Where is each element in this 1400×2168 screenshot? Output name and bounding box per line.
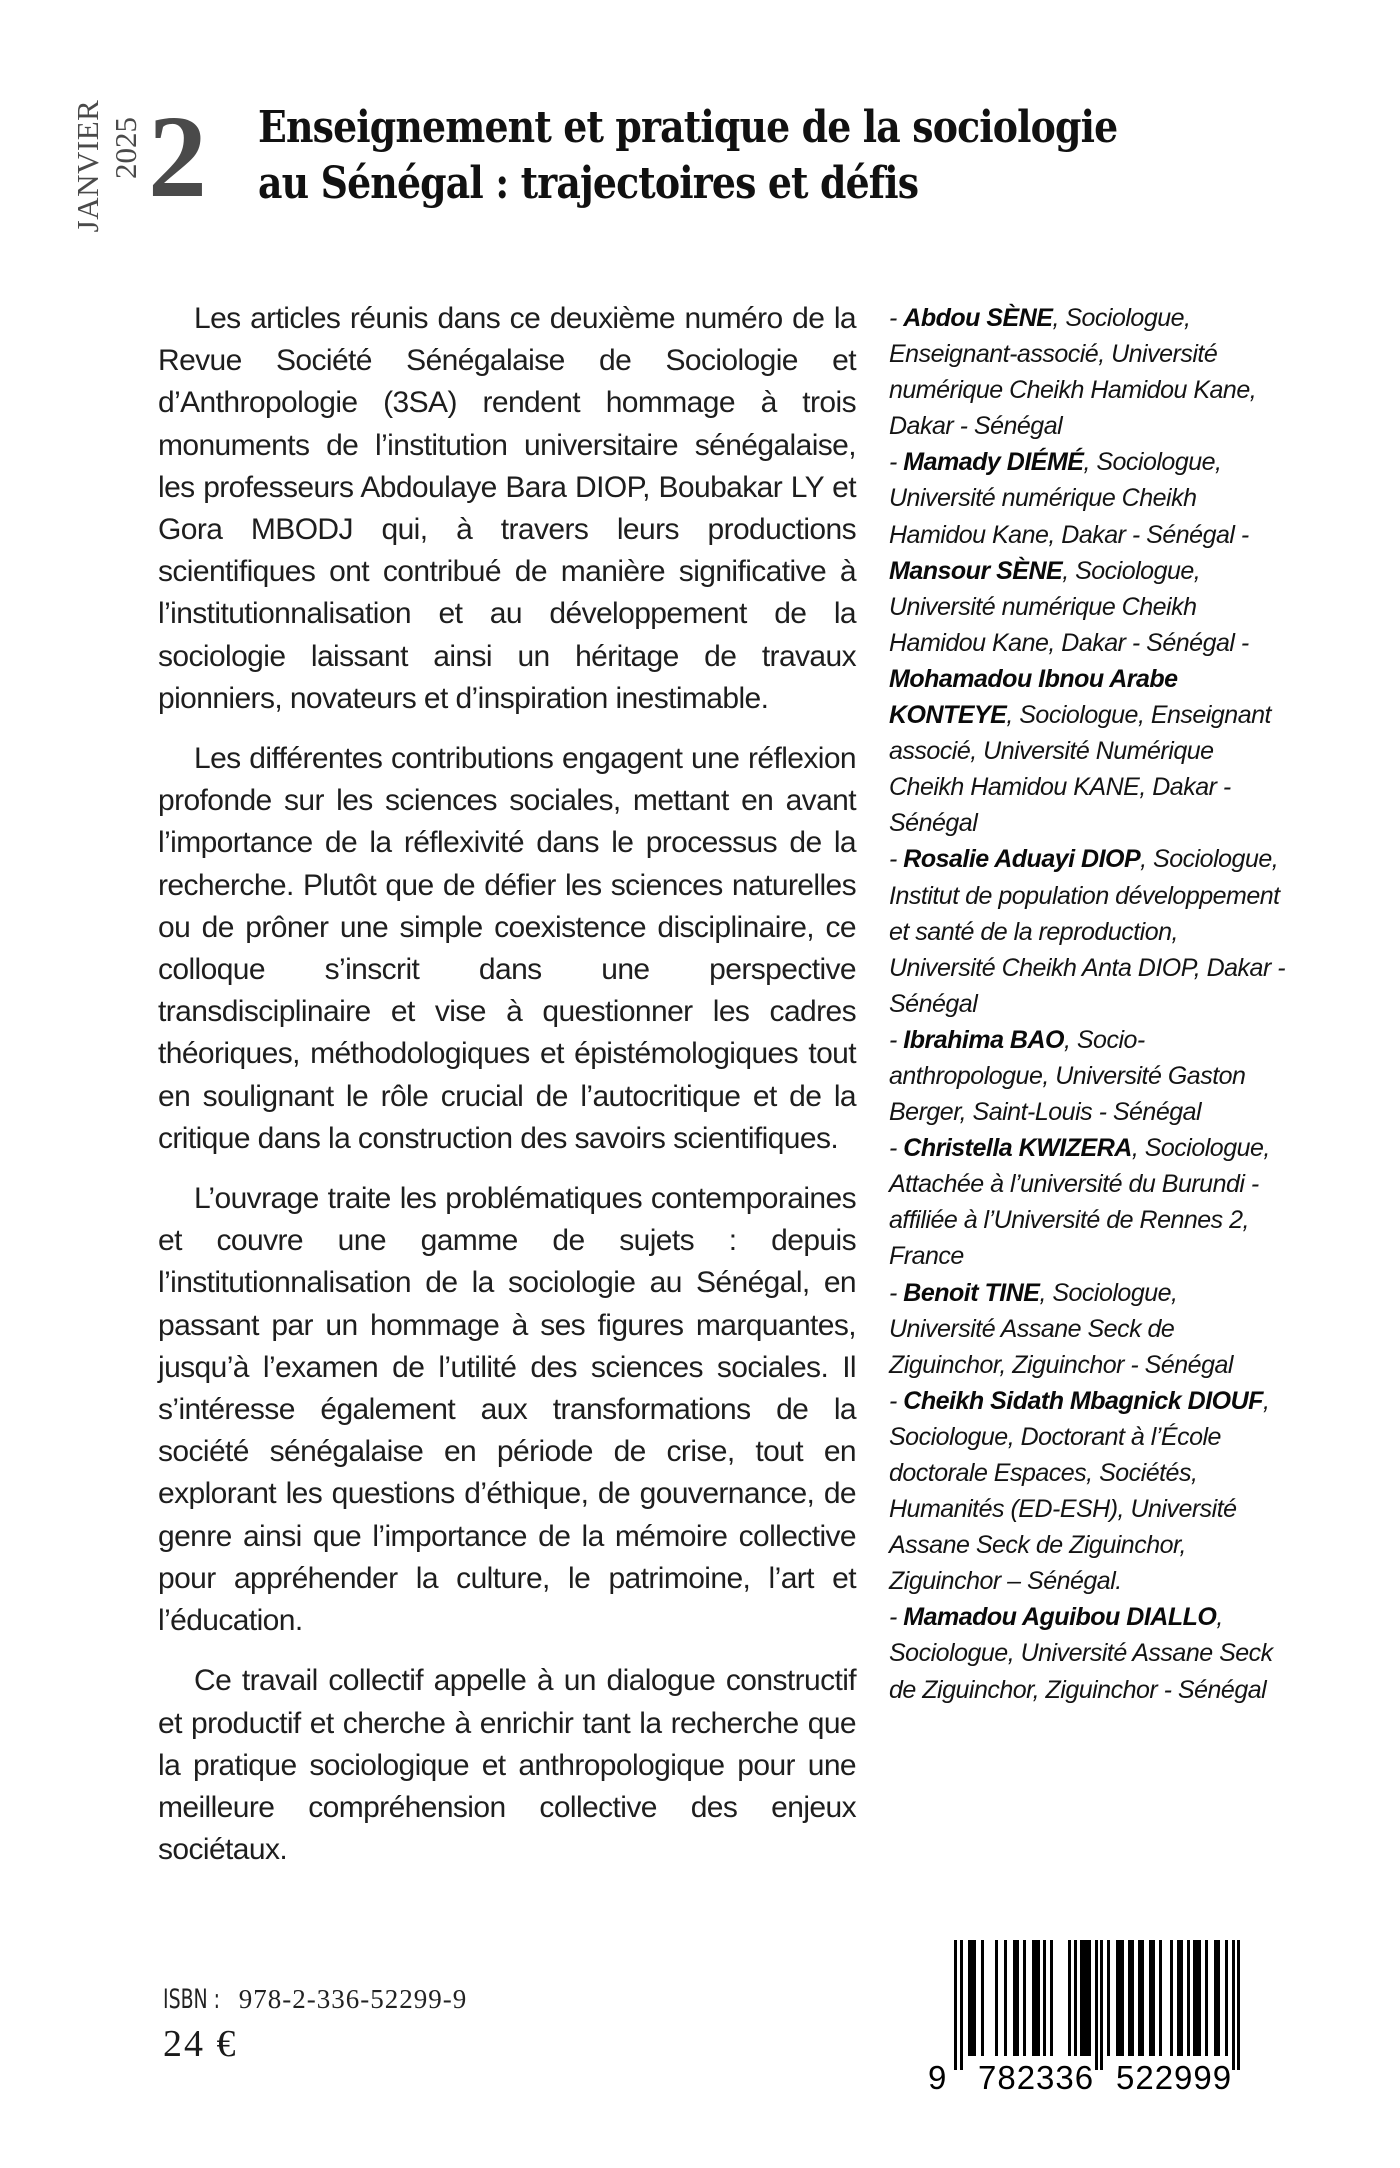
issue-marker <box>66 91 226 234</box>
summary-text <box>158 298 856 1889</box>
book-title <box>258 100 1118 212</box>
issue-month: JANVIER <box>70 99 105 233</box>
summary-paragraph: Les articles réunis dans ce deuxième numéro de la Revue Société Sénégalaise de Sociologie et d’Anthropologie (3SA) rendent hommage à trois monuments de l’institution universitaire sénégalaise, les professeurs Abdoulaye Bara DIOP, Boubakar LY et Gora MBODJ qui, à travers leurs productions scientifiques ont contribué de manière significative à l’institutionnalisation et au développement de la sociologie laissant ainsi un héritage de travaux pionniers, novateurs et d’inspiration inestimable. <box>158 302 856 715</box>
contributor-entry <box>889 845 1285 1017</box>
contributors-list <box>889 300 1289 1708</box>
barcode-digits <box>880 2060 1240 2100</box>
contributor-affiliation: , Sociologue, Université numérique Cheikh Hamidou Kane, Dakar - Sénégal - <box>889 556 1249 657</box>
issue-number: 2 <box>148 91 207 222</box>
contributor-affiliation: , Sociologue, Université Assane Seck de Ziguinchor, Ziguinchor - Sénégal <box>889 1278 1233 1379</box>
entry-dash: - <box>889 1603 904 1632</box>
book-title-line-1: Enseignement et pratique de la sociologie <box>258 102 1118 153</box>
barcode-digits-left: 782336 <box>978 2059 1095 2096</box>
contributor-name: Abdou SÈNE <box>903 304 1053 332</box>
barcode-digit-first: 9 <box>928 2059 947 2096</box>
contributor-name: Cheikh Sidath Mbagnick DIOUF <box>903 1386 1263 1415</box>
contributor-name: Christella KWIZERA <box>903 1134 1132 1163</box>
contributor-affiliation: , Socio-anthropologue, Université Gaston Berger, Saint-Louis - Sénégal <box>889 1025 1246 1127</box>
contributor-affiliation: , Sociologue, Enseignant associé, Université Numérique Cheikh Hamidou KANE, Dakar - Sénégal <box>889 701 1271 838</box>
contributor-name: Rosalie Aduayi DIOP <box>903 845 1141 874</box>
contributor-affiliation: , Sociologue, Université Assane Seck de Ziguinchor, Ziguinchor - Sénégal <box>889 1603 1273 1704</box>
contributor-entry <box>889 1134 1270 1270</box>
contributor-name: Benoit TINE <box>903 1278 1040 1307</box>
contributor-entry <box>889 448 1249 548</box>
contributor-entry <box>889 1603 1273 1703</box>
summary-paragraph: Les différentes contributions engagent une réflexion profonde sur les sciences sociales, mettant en avant l’importance de la réflexivité dans le processus de la recherche. Plutôt que de défier les sciences naturelles ou de prôner une simple coexistence disciplinaire, ce colloque s’inscrit dans une perspective transdisciplinaire et vise à questionner les cadres théoriques, méthodologiques et épistémologiques tout en soulignant le rôle crucial de l’autocritique et de la critique dans la construction des savoirs scientifiques. <box>158 742 856 1155</box>
contributor-entry <box>889 557 1249 657</box>
contributor-entry <box>889 1279 1233 1379</box>
entry-dash: - <box>889 304 904 332</box>
entry-dash: - <box>889 1278 904 1307</box>
barcode-bars <box>880 1910 1240 2070</box>
contributor-entry <box>889 1387 1269 1595</box>
contributor-affiliation: , Sociologue, Enseignant-associé, Université numérique Cheikh Hamidou Kane, Dakar - Sénégal <box>889 304 1257 441</box>
entry-dash: - <box>889 448 904 477</box>
barcode-digits-right: 522999 <box>1116 2059 1233 2096</box>
summary-paragraph: L’ouvrage traite les problématiques contemporaines et couvre une gamme de sujets : depuis l’institutionnalisation de la sociologie au Sénégal, en passant par un hommage à ses figures marquantes, jusqu’à l’examen de l’utilité des sciences sociales. Il s’intéresse également aux transformations de la société sénégalaise en période de crise, tout en explorant les questions d’éthique, de gouvernance, de genre ainsi que l’importance de la mémoire collective pour appréhender la culture, le patrimoine, l’art et l’éducation. <box>158 1182 856 1638</box>
ean13-barcode-icon <box>880 1910 1240 2100</box>
contributor-name: Mansour SÈNE <box>889 556 1063 585</box>
contributor-affiliation: , Sociologue, Doctorant à l’École doctorale Espaces, Sociétés, Humanités (ED-ESH), Université Assane Seck de Ziguinchor, Ziguinchor – Sénégal. <box>889 1386 1270 1596</box>
entry-dash: - <box>889 845 904 874</box>
contributor-affiliation: , Sociologue, Université numérique Cheikh Hamidou Kane, Dakar - Sénégal - <box>889 448 1249 549</box>
entry-dash: - <box>889 1386 904 1415</box>
isbn-value: 978-2-336-52299-9 <box>231 1984 468 2014</box>
entry-dash: - <box>889 1134 904 1163</box>
contributor-entry <box>889 1026 1245 1126</box>
book-title-line-2: au Sénégal : trajectoires et défis <box>258 158 919 209</box>
entry-dash: - <box>889 1025 904 1054</box>
contributor-affiliation: , Sociologue, Attachée à l’université du Burundi - affiliée à l’Université de Rennes 2, France <box>889 1134 1270 1271</box>
price: 24 € <box>163 2023 238 2065</box>
contributor-entry <box>889 304 1256 440</box>
contributor-name: Mohamadou Ibnou Arabe KONTEYE <box>889 664 1178 730</box>
summary-paragraph: Ce travail collectif appelle à un dialogue constructif et productif et cherche à enrichir tant la recherche que la pratique sociologique et anthropologique pour une meilleure compréhension collective des enjeux sociétaux. <box>158 1664 856 1867</box>
contributor-name: Ibrahima BAO <box>903 1025 1064 1054</box>
isbn-label: ISBN : <box>163 1984 221 2015</box>
contributor-affiliation: , Sociologue, Institut de population développement et santé de la reproduction, Université Cheikh Anta DIOP, Dakar - Sénégal <box>889 845 1286 1018</box>
contributor-entry <box>889 665 1271 837</box>
issue-year: 2025 <box>108 117 143 179</box>
isbn <box>163 1984 467 2015</box>
contributor-name: Mamadou Aguibou DIALLO <box>903 1603 1217 1632</box>
contributor-name: Mamady DIÉMÉ <box>903 448 1084 477</box>
